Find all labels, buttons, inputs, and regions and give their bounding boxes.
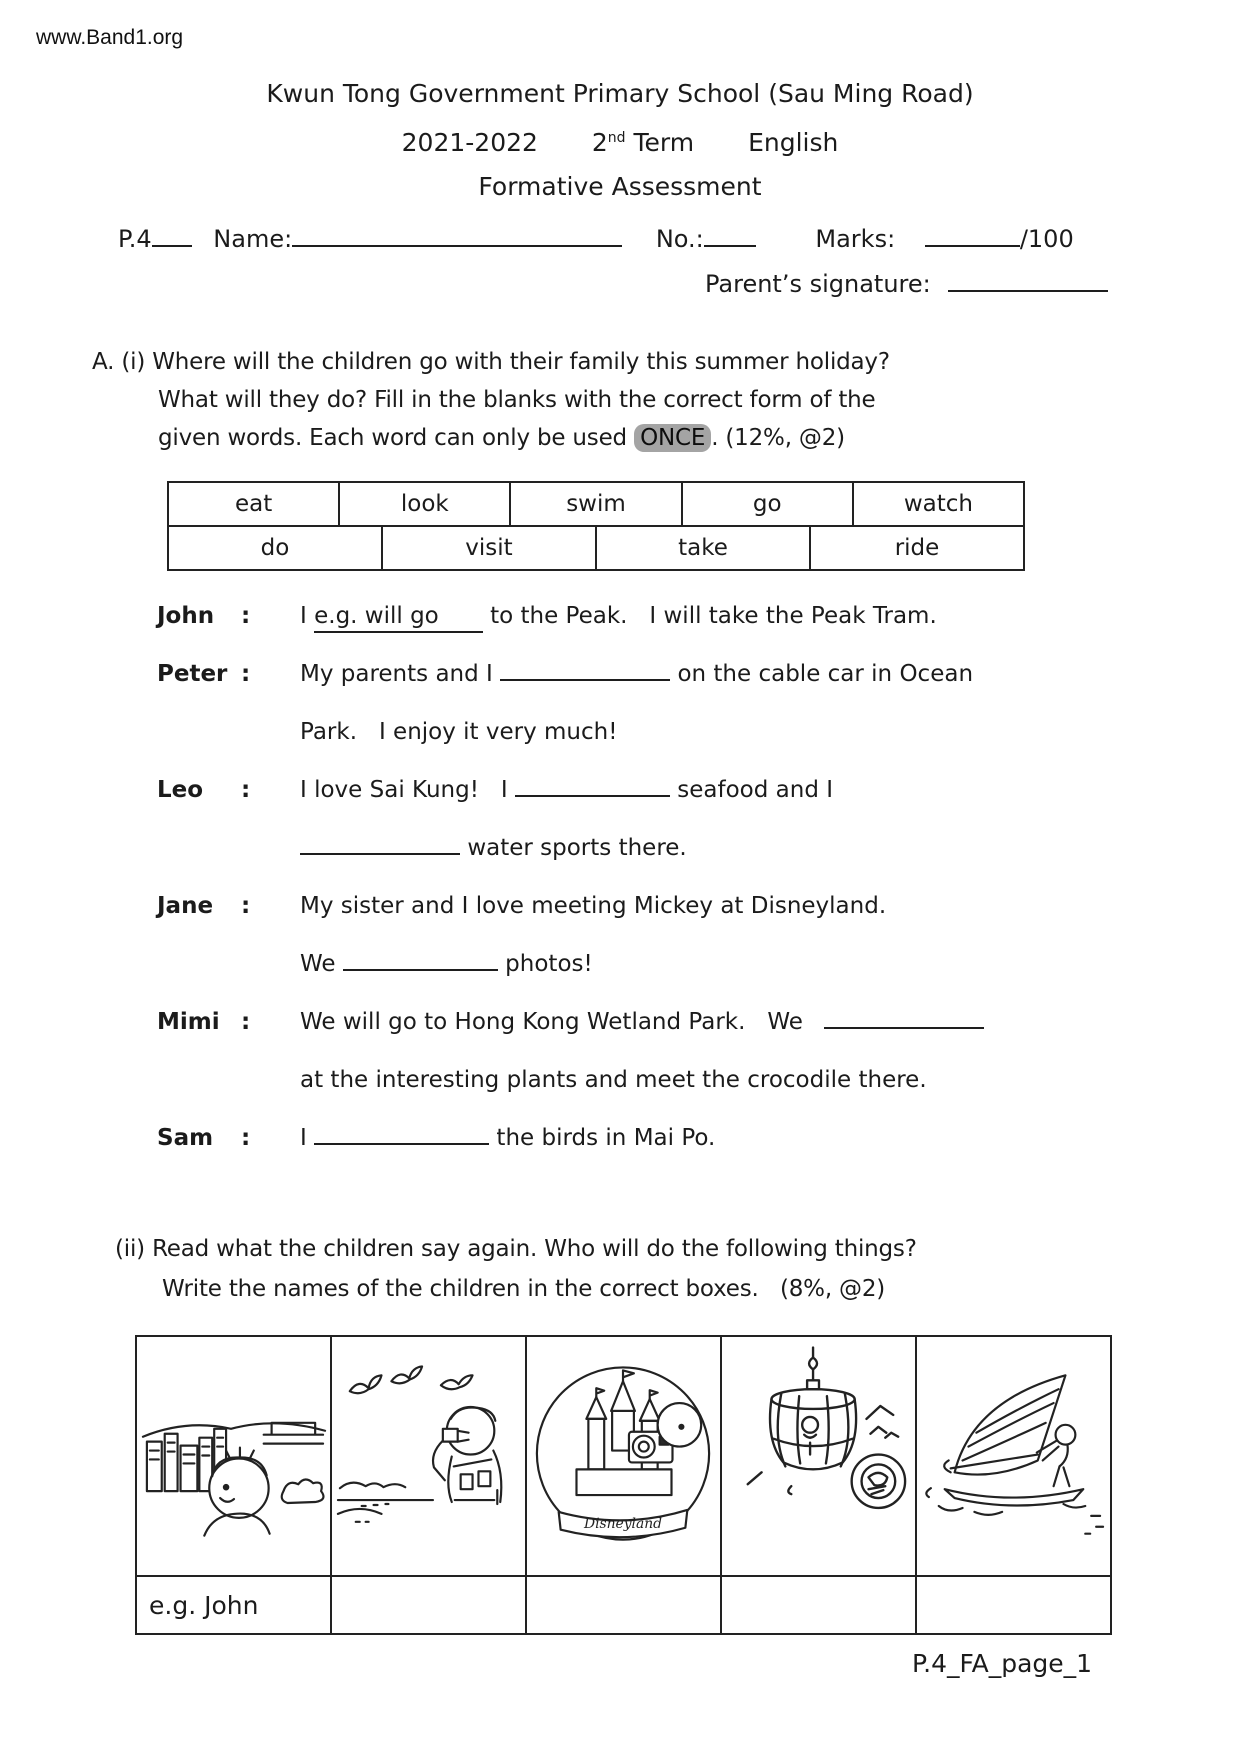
word-bank-row-2: [167, 527, 1025, 571]
word-bank-word: take: [595, 527, 809, 569]
marks-total: /100: [1019, 225, 1074, 254]
question-a-label: A. (i): [92, 349, 146, 376]
answer-blank-line: [515, 773, 670, 797]
class-blank-line: [152, 223, 192, 248]
word-bank-table: [167, 481, 1025, 571]
question-a-line3: given words. Each word can only be used ONCE . (12%, @2): [158, 425, 845, 452]
picture-row: [135, 1335, 1112, 1577]
parent-signature-line: [705, 267, 1240, 301]
answer-blank-line: [314, 1121, 489, 1145]
name-label: Name:: [213, 225, 293, 254]
cable-car-illustration: [722, 1337, 915, 1575]
student-info-line: [118, 221, 1240, 257]
answer-cell: [915, 1577, 1110, 1633]
subject-label: English: [748, 128, 839, 158]
question-aii-line2: Write the names of the children in the correct boxes. (8%, @2): [162, 1276, 886, 1303]
school-year: 2021-2022: [401, 128, 538, 158]
peak-city-view-illustration: [137, 1337, 330, 1575]
answer-row: [135, 1577, 1112, 1635]
answer-blank-line: [824, 1005, 984, 1029]
word-bank-word: swim: [509, 483, 680, 525]
dialogue-row-john: John : I e.g. will go to the Peak. I will take the Peak Tram.: [157, 587, 1240, 645]
answer-cell: [525, 1577, 720, 1633]
parent-signature-label: Parent’s signature:: [705, 270, 931, 299]
disneyland-photo-illustration: [527, 1337, 720, 1575]
picture-cell: [915, 1337, 1110, 1575]
dialogue-section: [157, 587, 1240, 1167]
question-a-instructions: [92, 343, 1240, 457]
student-no-blank-line: [704, 223, 756, 248]
marks-label: Marks:: [815, 225, 896, 254]
signature-blank-line: [948, 268, 1108, 293]
windsurfing-illustration: [917, 1337, 1110, 1575]
once-highlight: ONCE: [634, 424, 711, 452]
picture-answer-table: [135, 1335, 1112, 1635]
speaker-name: Jane :: [157, 893, 251, 920]
word-bank-word: visit: [381, 527, 595, 569]
word-bank-word: do: [260, 535, 290, 562]
speaker-name: Mimi :: [157, 1009, 251, 1036]
speaker-name: Peter :: [157, 661, 251, 688]
dialogue-row-leo: Leo : I love Sai Kung! I seafood and I water sports there.: [157, 761, 1240, 877]
school-name: Kwun Tong Government Primary School (Sau Ming Road): [266, 79, 974, 108]
birdwatching-illustration: [332, 1337, 525, 1575]
speaker-name: Sam :: [157, 1125, 251, 1152]
answer-cell: [720, 1577, 915, 1633]
student-no-label: No.:: [655, 225, 704, 254]
picture-cell: [137, 1337, 330, 1575]
answer-blank-line: [300, 831, 460, 855]
page-footer: P.4_FA_page_1: [912, 1649, 1093, 1679]
word-bank-word: ride: [809, 527, 1023, 569]
site-watermark: www.Band1.org: [36, 26, 184, 49]
question-a-line1: A. (i) Where will the children go with their family this summer holiday?: [92, 349, 890, 376]
question-a-line2: What will they do? Fill in the blanks with the correct form of the: [158, 387, 876, 414]
worksheet-header: [65, 0, 1175, 209]
dialogue-row-jane: Jane : My sister and I love meeting Mickey at Disneyland. We photos!: [157, 877, 1240, 993]
dialogue-row-mimi: Mimi : We will go to Hong Kong Wetland Park. We at the interesting plants and meet the crocodile there.: [157, 993, 1240, 1109]
word-bank-word: go: [681, 483, 852, 525]
disneyland-banner-label: Disneyland: [583, 1516, 663, 1533]
answer-cell: [330, 1577, 525, 1633]
example-answer: e.g. will go: [314, 603, 483, 633]
question-aii-instructions: [115, 1229, 1240, 1309]
answer-cell: e.g. John: [149, 1590, 259, 1620]
name-blank-line: [292, 223, 622, 248]
assessment-title: Formative Assessment: [478, 172, 762, 202]
answer-blank-line: [343, 947, 498, 971]
picture-cell: [525, 1337, 720, 1575]
answer-blank-line: [500, 657, 670, 681]
marks-blank-line: [925, 223, 1020, 248]
question-aii-line1: (ii) Read what the children say again. Who will do the following things?: [115, 1236, 917, 1263]
dialogue-row-peter: Peter : My parents and I on the cable car in Ocean Park. I enjoy it very much!: [157, 645, 1240, 761]
speaker-name: Leo :: [157, 777, 251, 804]
term-line: [65, 116, 1175, 165]
word-bank-row-1: [167, 481, 1025, 527]
term-label: 2nd Term: [591, 128, 695, 158]
word-bank-word: watch: [852, 483, 1023, 525]
picture-cell: [330, 1337, 525, 1575]
word-bank-word: look: [338, 483, 509, 525]
picture-cell: [720, 1337, 915, 1575]
question-aii-label: (ii): [115, 1236, 145, 1263]
speaker-name: John :: [157, 603, 251, 630]
dialogue-row-sam: Sam : I the birds in Mai Po.: [157, 1109, 1240, 1167]
word-bank-word: eat: [234, 491, 273, 518]
class-level-label: P.4: [118, 225, 152, 254]
